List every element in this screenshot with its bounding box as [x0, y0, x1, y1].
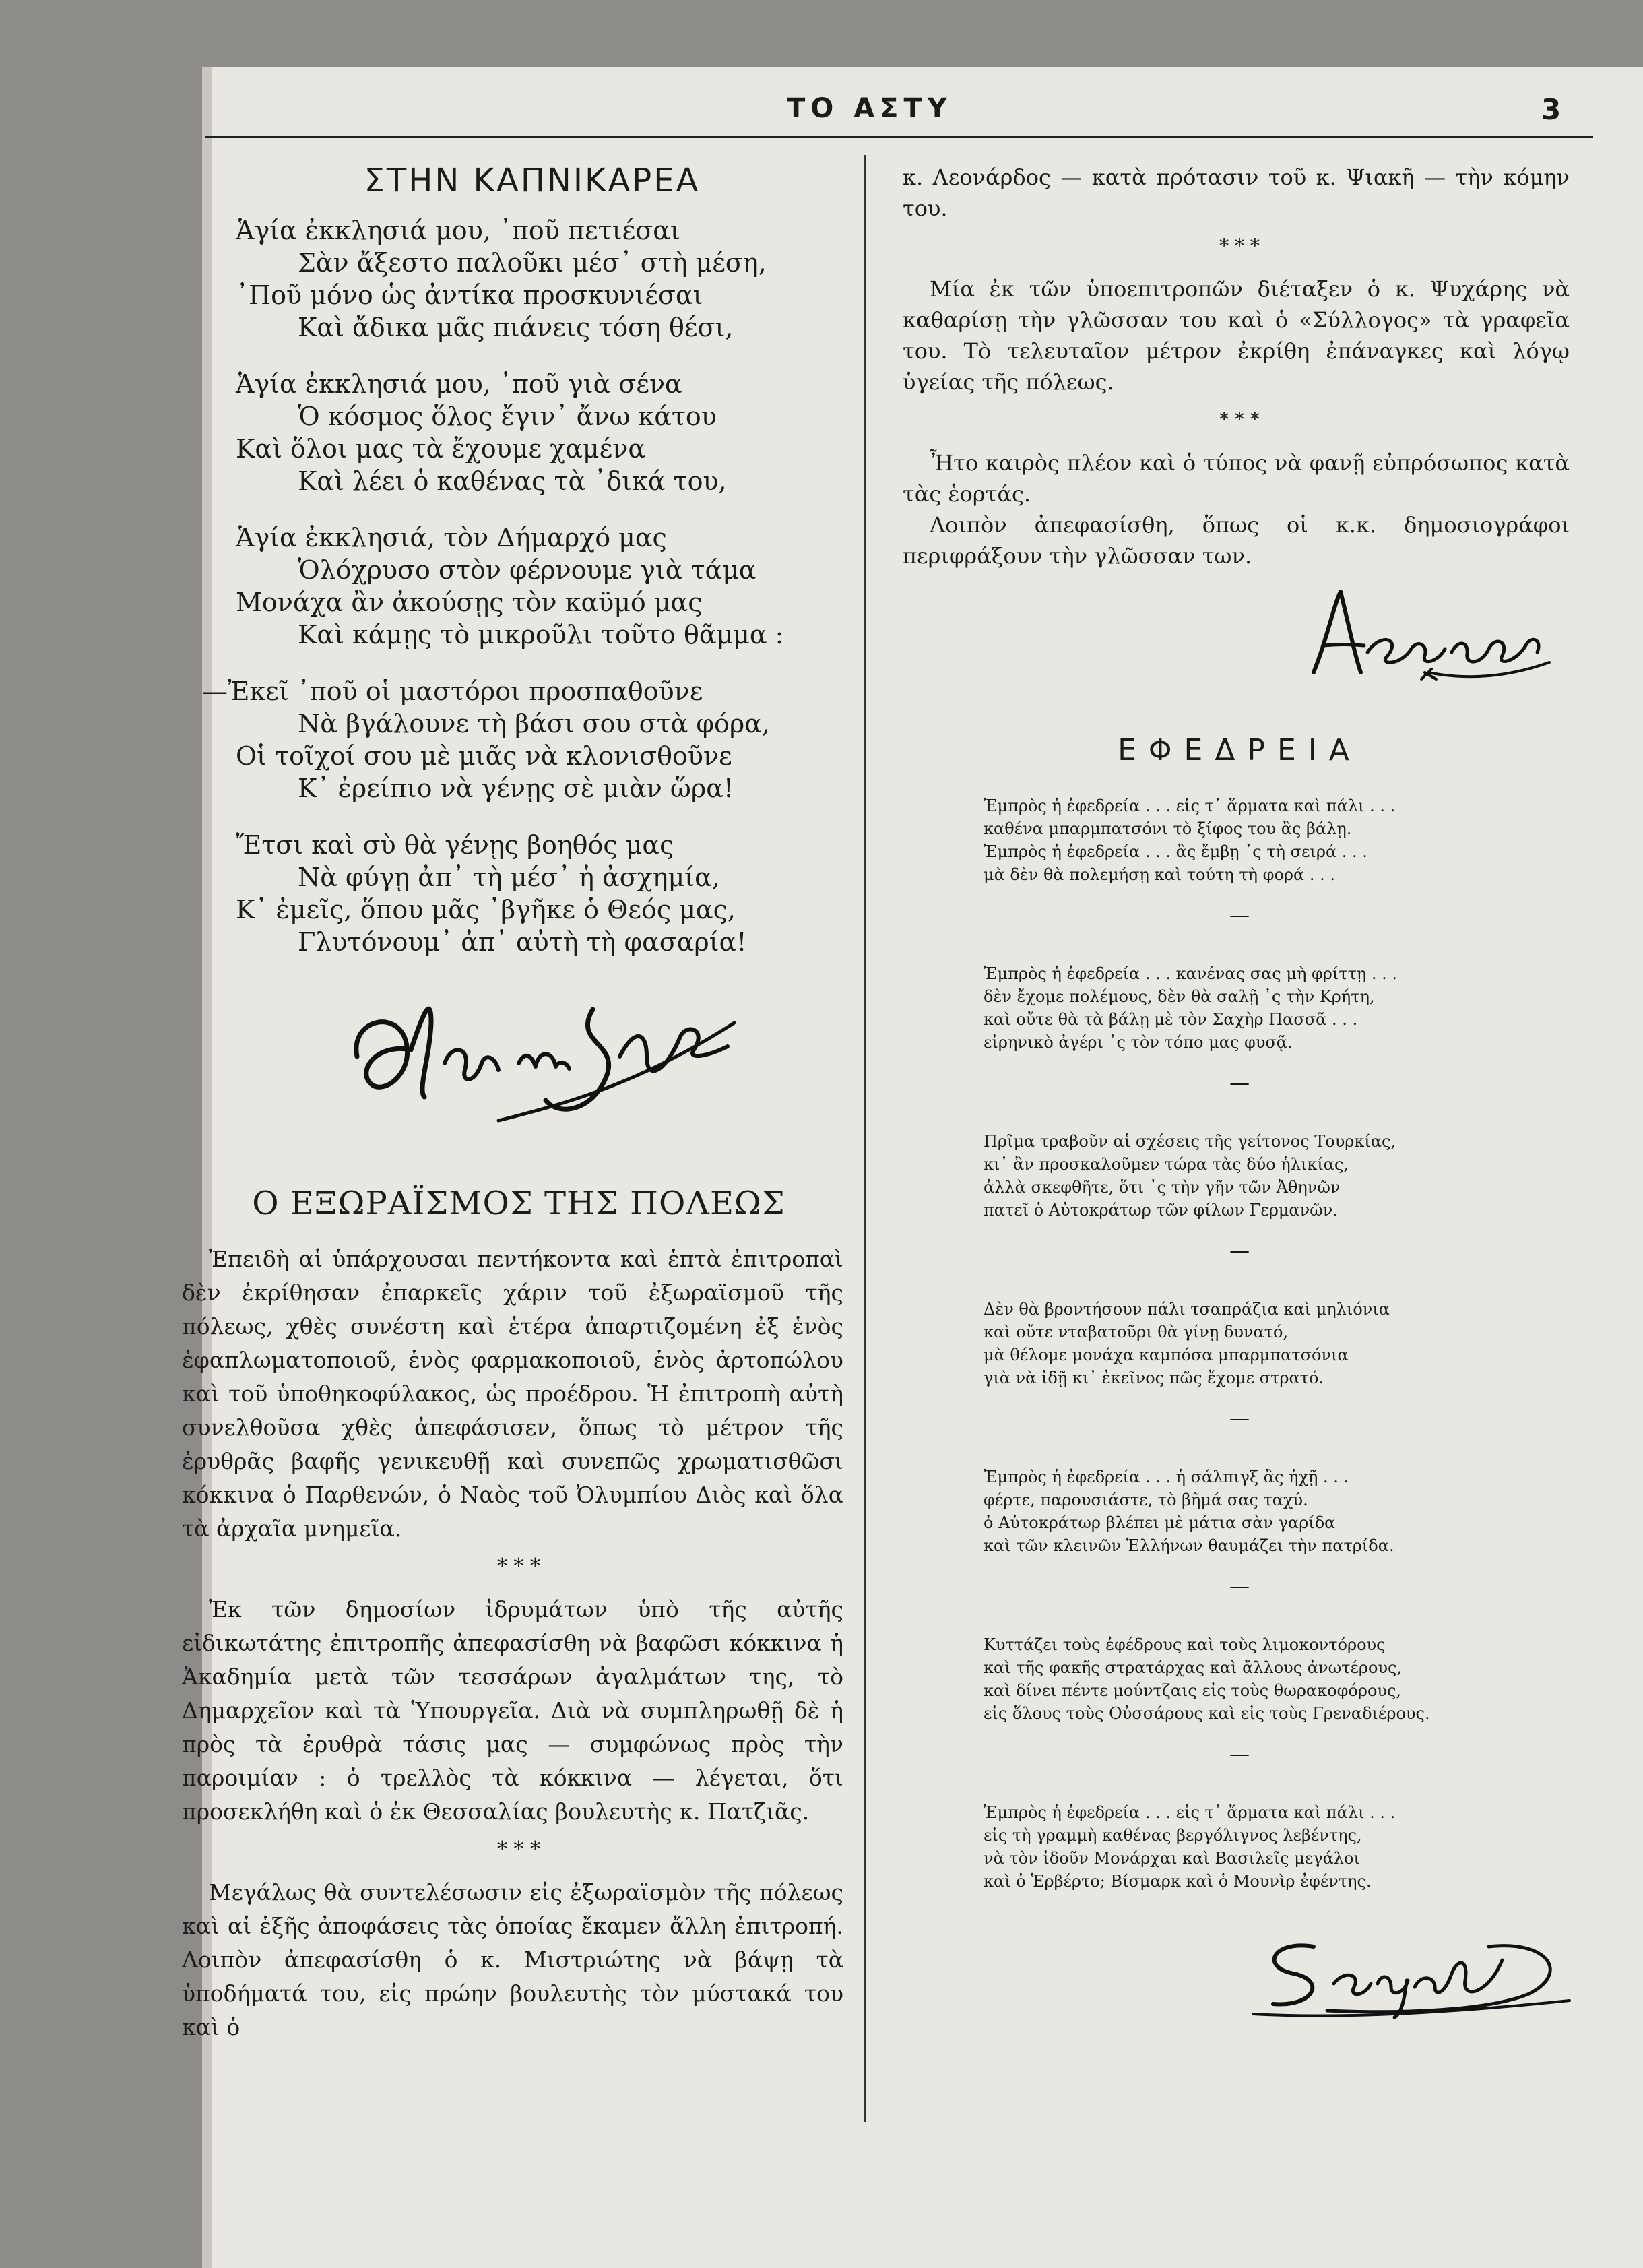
poem-line: Ὁ κόσμος ὅλος ἔγιν᾽ ἄνω κάτου	[298, 402, 717, 431]
verse-stanza	[882, 794, 1597, 886]
poem-line: Ὁλόχρυσο στὸν φέρνουμε γιὰ τάμα	[298, 555, 756, 585]
poem-line: Γλυτόνουμ᾽ ἀπ᾽ αὐτὴ τὴ φασαρία!	[298, 927, 747, 957]
verse-line: Ἐμπρὸς ἡ ἐφεδρεία . . . κανένας σας μὴ φρίττῃ . . .	[984, 964, 1398, 983]
page-number: 3	[1541, 93, 1561, 126]
newspaper-title: ΤΟ ΑΣΤΥ	[787, 93, 953, 124]
left-column	[182, 162, 856, 2044]
poem-line: —Ἐκεῖ ᾽ποῦ οἱ μαστόροι προσπαθοῦνε	[202, 676, 703, 706]
poem-stanza	[236, 829, 856, 958]
section-stars: * * *	[1219, 408, 1260, 431]
section-stars: * * *	[496, 1837, 541, 1861]
poem-title: ΣΤΗΝ ΚΑΠΝΙΚΑΡΕΑ	[364, 162, 701, 199]
article-paragraph: Ἐκ τῶν δημοσίων ἱδρυμάτων ὑπὸ τῆς αὐτῆς εἰδικωτάτης ἐπιτροπῆς ἀπεφασίσθη νὰ βαφῶσι κόκκινα ἡ Ἀκαδημία μετὰ τῶν τεσσάρων ἀγαλμάτων της, τὸ Δημαρχεῖον καὶ τὰ Ὑπουργεῖα. Διὰ νὰ συμπληρωθῇ δὲ ἡ πρὸς τὰ ἐρυθρὰ τάσις μας — συμφώνως πρὸς τὴν παροιμίαν : ὁ τρελλὸς τὰ κόκκινα — λέγεται, ὅτι προσεκλήθη καὶ ὁ ἐκ Θεσσαλίας βουλευτὴς κ. Πατζιᾶς.	[182, 1596, 843, 1825]
verse-line: καὶ δίνει πέντε μούντζαις εἰς τοὺς θωρακοφόρους,	[984, 1681, 1402, 1700]
verse-line: εἰρηνικὸ ἀγέρι ᾽ς τὸν τόπο μας φυσᾷ.	[984, 1033, 1293, 1052]
poem-line: Καὶ ὅλοι μας τὰ ἔχουμε χαμένα	[236, 434, 646, 464]
verse-line: εἰς τὴ γραμμὴ καθένας βεργόλιγνος λεβέντης,	[984, 1826, 1362, 1845]
column-divider	[864, 155, 866, 2122]
verse-line: Ἐμπρὸς ἡ ἐφεδρεία . . . εἰς τ᾽ ἅρματα καὶ πάλι . . .	[984, 1803, 1396, 1822]
article-paragraph: κ. Λεονάρδος — κατὰ πρότασιν τοῦ κ. Ψιακῆ — τὴν κόμην του.	[903, 164, 1570, 221]
handwritten-signature-editorial	[1287, 578, 1570, 693]
poem-stanza	[236, 522, 856, 651]
section-stars: * * *	[496, 1554, 541, 1578]
poem-line: Καὶ ἄδικα μᾶς πιάνεις τόση θέσι,	[298, 313, 734, 342]
handwritten-signature-poem	[330, 982, 761, 1137]
poem-stanza	[236, 368, 856, 497]
verse-line: κι᾽ ἂν προσκαλοῦμεν τώρα τὰς δύο ἡλικίας,	[984, 1155, 1349, 1174]
poem-line: Σὰν ἄξεστο παλοῦκι μέσ᾽ στὴ μέση,	[298, 248, 767, 278]
verse-separator: —	[1229, 1239, 1250, 1263]
verse-separator: —	[1229, 1407, 1250, 1430]
verse-line: ὁ Αὐτοκράτωρ βλέπει μὲ μάτια σὰν γαρίδα	[984, 1513, 1336, 1532]
verse-separator: —	[1229, 904, 1250, 927]
handwritten-signature-efedreia	[1233, 1920, 1583, 2021]
verse-line: φέρτε, παρουσιάστε, τὸ βῆμά σας ταχύ.	[984, 1490, 1308, 1509]
verse-stanza	[882, 1466, 1597, 1557]
verse-line: δὲν ἔχομε πολέμους, δὲν θὰ σαλῇ ᾽ς τὴν Κρήτη,	[984, 987, 1375, 1006]
verse-line: Δὲν θὰ βροντήσουν πάλι τσαπράζια καὶ μηλιόνια	[984, 1300, 1390, 1319]
poem-stanza	[202, 675, 856, 805]
verse-stanza	[882, 1801, 1597, 1893]
verse-separator: —	[1229, 1742, 1250, 1766]
article-paragraph: Λοιπὸν ἀπεφασίσθη, ὅπως οἱ κ.κ. δημοσιογράφοι περιφράξουν τὴν γλῶσσαν των.	[903, 512, 1570, 569]
verse-line: καὶ οὔτε θὰ τὰ βάλῃ μὲ τὸν Σαχὴρ Πασσᾶ . . .	[984, 1010, 1358, 1029]
section-stars: * * *	[1219, 234, 1260, 257]
verse-line: νὰ τὸν ἰδοῦν Μονάρχαι καὶ Βασιλεῖς μεγάλοι	[984, 1849, 1360, 1868]
verse-line: γιὰ νὰ ἰδῇ κι᾽ ἐκεῖνος πῶς ἔχομε στρατό.	[984, 1368, 1324, 1387]
verse-stanza	[882, 1298, 1597, 1389]
verse-line: Ἐμπρὸς ἡ ἐφεδρεία . . . ἂς ἔμβῃ ᾽ς τὴ σειρά . . .	[984, 842, 1367, 861]
verse-stanza	[882, 1130, 1597, 1222]
article-title: Ο ΕΞΩΡΑΪΣΜΟΣ ΤΗΣ ΠΟΛΕΩΣ	[252, 1185, 785, 1222]
verse-line: μὰ θέλομε μονάχα καμπόσα μπαρμπατσόνια	[984, 1346, 1349, 1364]
poem-line: Καὶ λέει ὁ καθένας τὰ ᾽δικά του,	[298, 466, 727, 496]
verse-separator: —	[1229, 1575, 1250, 1598]
poem-line: Ἔτσι καὶ σὺ θὰ γένῃς βοηθός μας	[236, 830, 674, 860]
verse-line: καὶ ὁ Ἑρβέρτο; Βίσμαρκ καὶ ὁ Μουνὶρ ἐφέντης.	[984, 1872, 1372, 1891]
poem-line: Ἁγία ἐκκλησιά μου, ᾽ποῦ πετιέσαι	[236, 216, 680, 245]
verse-line: Ἐμπρὸς ἡ ἐφεδρεία . . . ἡ σάλπιγξ ἂς ἠχῇ . . .	[984, 1468, 1349, 1486]
efedreia-title: ΕΦΕΔΡΕΙΑ	[1118, 733, 1361, 767]
verse-stanza	[882, 962, 1597, 1054]
poem-body	[202, 214, 856, 958]
verse-line: καὶ τῆς φακῆς στρατάρχας καὶ ἄλλους ἀνωτέρους,	[984, 1658, 1403, 1677]
poem-line: Καὶ κάμῃς τὸ μικροῦλι τοῦτο θᾶμμα :	[298, 620, 784, 650]
article-paragraph: Μεγάλως θὰ συντελέσωσιν εἰς ἐξωραϊσμὸν τῆς πόλεως καὶ αἱ ἑξῆς ἀποφάσεις τὰς ὁποίας ἔκαμεν ἄλλη ἐπιτροπή. Λοιπὸν ἀπεφασίσθη ὁ κ. Μιστριώτης νὰ βάψῃ τὰ ὑποδήματά του, εἰς πρώην βουλευτὴς τὸν μύστακά του καὶ ὁ	[182, 1879, 843, 2040]
right-column	[882, 162, 1597, 2021]
verse-line: πατεῖ ὁ Αὐτοκράτωρ τῶν φίλων Γερμανῶν.	[984, 1201, 1339, 1220]
verse-line: μὰ δὲν θὰ πολεμήσῃ καὶ τούτη τὴ φορά . . .	[984, 865, 1335, 884]
poem-line: ᾽Ποῦ μόνο ὡς ἀντίκα προσκυνιέσαι	[236, 280, 703, 310]
poem-line: Μονάχα ἂν ἀκούσῃς τὸν καϋμό μας	[236, 588, 703, 617]
poem-stanza	[236, 214, 856, 344]
poem-line: Ἁγία ἐκκλησιά, τὸν Δήμαρχό μας	[236, 523, 667, 553]
verse-separator: —	[1229, 1071, 1250, 1095]
verse-line: Κυττάζει τοὺς ἐφέδρους καὶ τοὺς λιμοκοντόρους	[984, 1635, 1386, 1654]
poem-line: Κ᾽ ἐμεῖς, ὅπου μᾶς ᾽βγῆκε ὁ Θεός μας,	[236, 895, 736, 924]
article-paragraph: Μία ἐκ τῶν ὑποεπιτροπῶν διέταξεν ὁ κ. Ψυχάρης νὰ καθαρίσῃ τὴν γλῶσσαν του καὶ ὁ «Σύλλογος» τὰ γραφεῖα του. Τὸ τελευταῖον μέτρον ἐκρίθη ἐπάναγκες καὶ λόγῳ ὑγείας τῆς πόλεως.	[903, 276, 1570, 395]
poem-line: Ἁγία ἐκκλησιά μου, ᾽ποῦ γιὰ σένα	[236, 369, 682, 399]
poem-line: Κ᾽ ἐρείπιο νὰ γένῃς σὲ μιὰν ὥρα!	[298, 774, 734, 803]
article-paragraph: Ἐπειδὴ αἱ ὑπάρχουσαι πεντήκοντα καὶ ἑπτὰ ἐπιτροπαὶ δὲν ἐκρίθησαν ἐπαρκεῖς χάριν τοῦ ἐξωραϊσμοῦ τῆς πόλεως, χθὲς συνέστη καὶ ἑτέρα ἀπαρτιζομένη ἐξ ἑνὸς ἐφαπλωματοποιοῦ, ἑνὸς φαρμακοποιοῦ, ἑνὸς ἀρτοπώλου καὶ τοῦ ὑποθηκοφύλακος, ὡς προέδρου. Ἡ ἐπιτροπὴ αὐτὴ συνελθοῦσα χθὲς ἀπεφάσισεν, ὅπως τὸ μέτρον τῆς ἐρυθρᾶς βαφῆς γενικευθῇ καὶ συνεπῶς χρωματισθῶσι κόκκινα ὁ Παρθενών, ὁ Ναὸς τοῦ Ὀλυμπίου Διὸς καὶ ὅλα τὰ ἀρχαῖα μνημεῖα.	[182, 1246, 843, 1542]
verse-line: εἰς ὅλους τοὺς Οὐσσάρους καὶ εἰς τοὺς Γρεναδιέρους.	[984, 1704, 1430, 1723]
poem-line: Νὰ βγάλουνε τὴ βάσι σου στὰ φόρα,	[298, 709, 770, 738]
verse-line: Πρῖμα τραβοῦν αἱ σχέσεις τῆς γείτονος Τουρκίας,	[984, 1132, 1396, 1151]
verse-stanza	[882, 1633, 1597, 1725]
article-paragraph: Ἦτο καιρὸς πλέον καὶ ὁ τύπος νὰ φανῇ εὐπρόσωπος κατὰ τὰς ἑορτάς.	[903, 450, 1570, 507]
verse-line: καθένα μπαρμπατσόνι τὸ ξίφος του ἂς βάλῃ.	[984, 819, 1352, 838]
verse-line: καὶ τῶν κλεινῶν Ἑλλήνων θαυμάζει τὴν πατρίδα.	[984, 1536, 1394, 1555]
poem-line: Οἱ τοῖχοί σου μὲ μιᾶς νὰ κλονισθοῦνε	[236, 741, 732, 771]
verse-line: Ἐμπρὸς ἡ ἐφεδρεία . . . εἰς τ᾽ ἅρματα καὶ πάλι . . .	[984, 796, 1396, 815]
verse-line: καὶ οὔτε νταβατοῦρι θὰ γίνῃ δυνατό,	[984, 1323, 1289, 1342]
header-rule	[205, 136, 1593, 138]
poem-line: Νὰ φύγῃ ἀπ᾽ τὴ μέσ᾽ ἡ ἀσχημία,	[298, 862, 720, 892]
verse-line: ἀλλὰ σκεφθῆτε, ὅτι ᾽ς τὴν γῆν τῶν Ἀθηνῶν	[984, 1178, 1341, 1197]
